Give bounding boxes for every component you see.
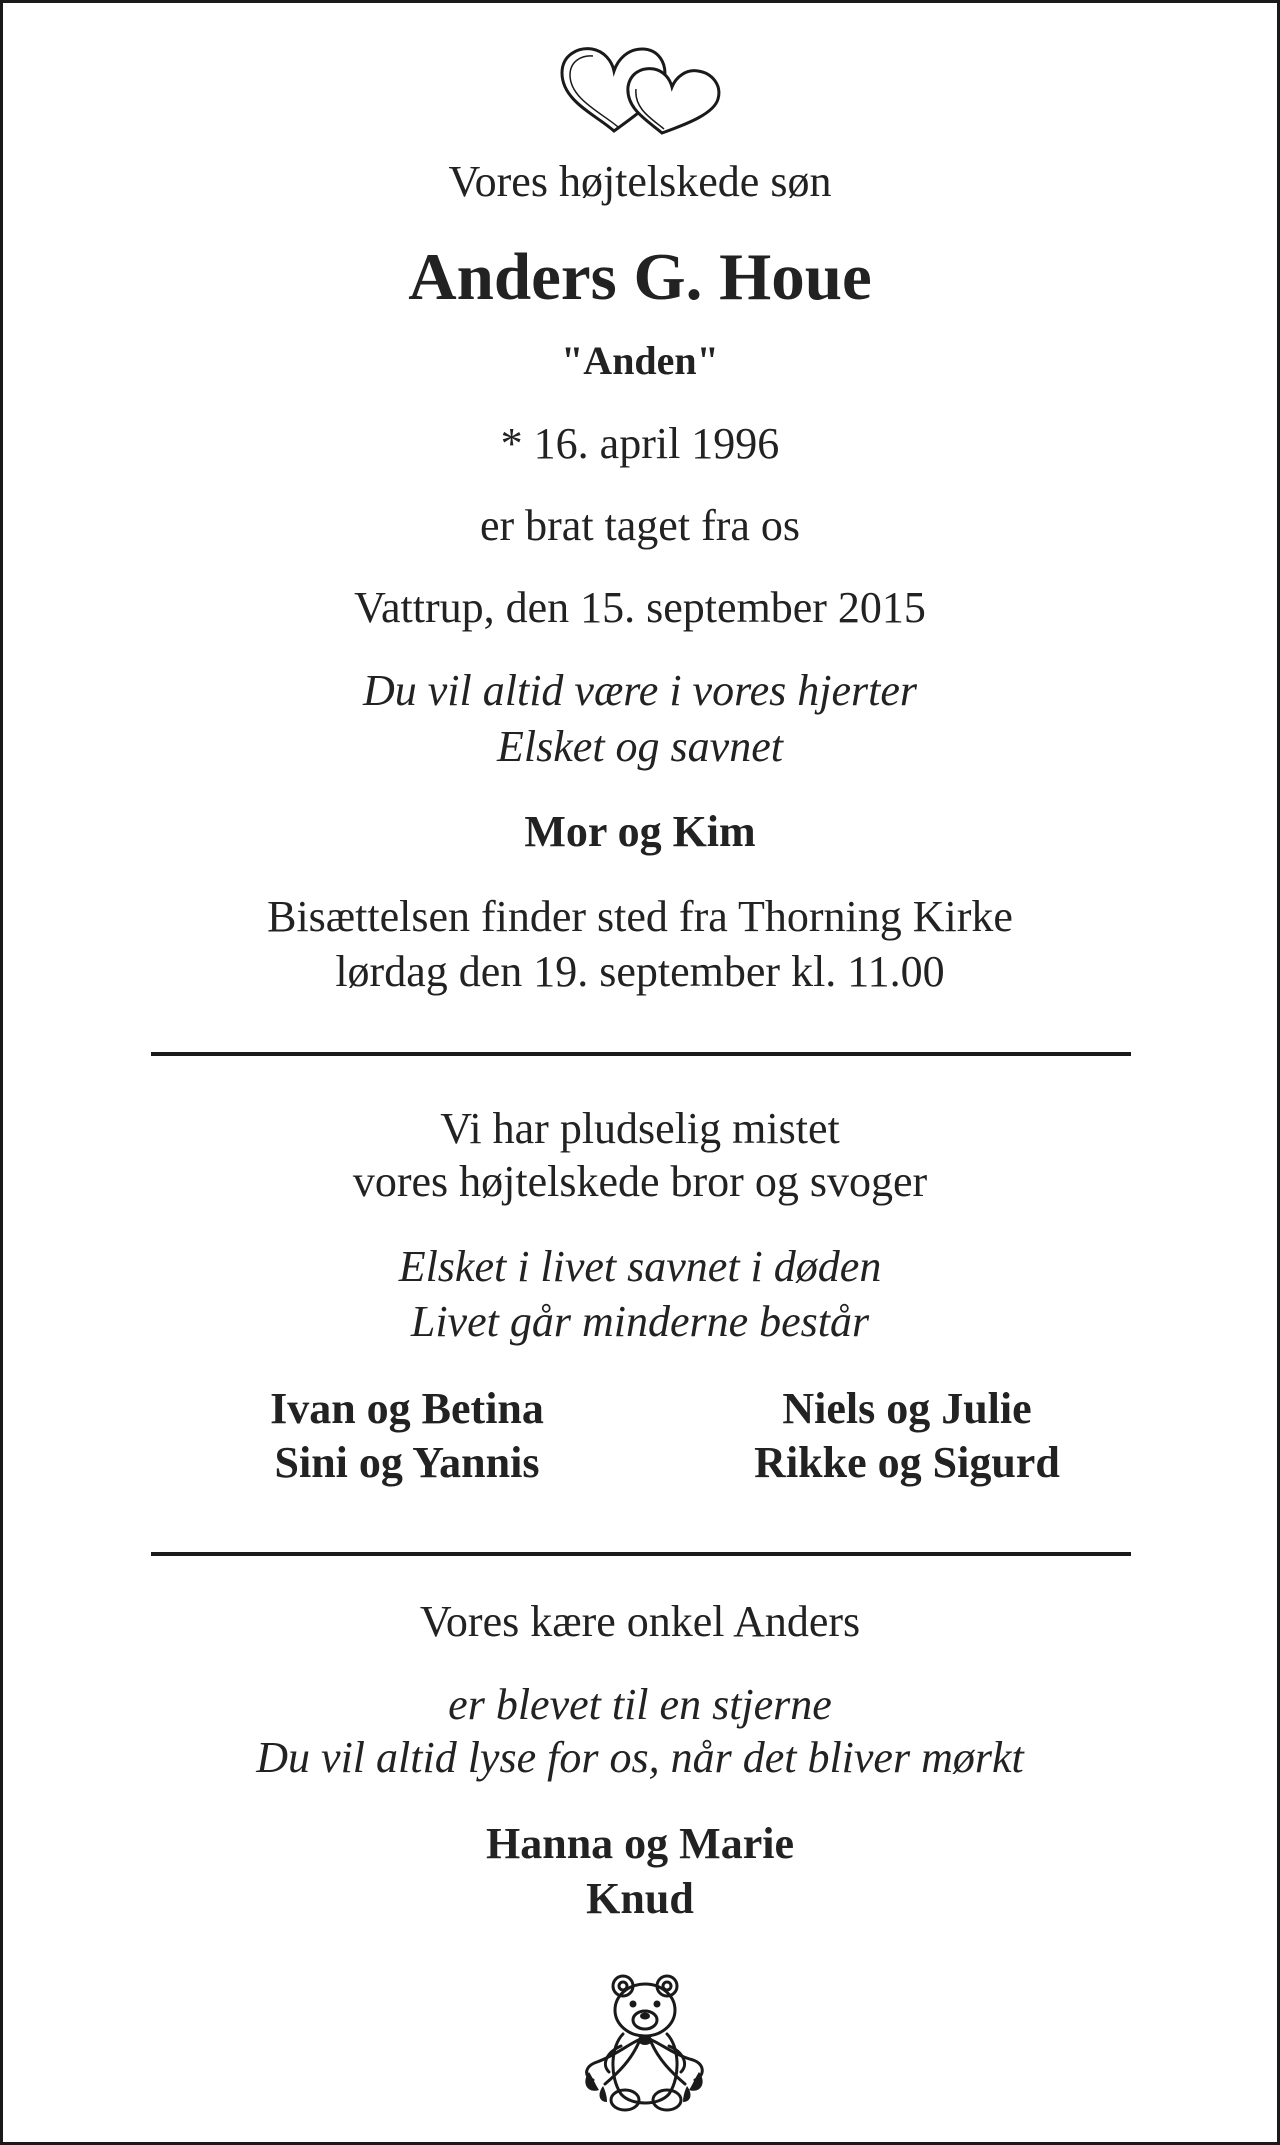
niece-verse-2: Du vil altid lyse for os, når det bliver mørkt: [256, 1733, 1024, 1782]
verse-line-1: Du vil altid være i vores hjerter: [363, 666, 917, 715]
funeral-line-2: lørdag den 19. september kl. 11.00: [335, 947, 945, 996]
funeral-line-1: Bisættelsen finder sted fra Thorning Kirke: [267, 892, 1013, 941]
taken-text: er brat taget fra os: [479, 501, 801, 550]
sibling-intro-2: vores højtelskede bror og svoger: [352, 1157, 928, 1206]
hearts-icon: [556, 43, 728, 139]
divider-1: [151, 1052, 1131, 1056]
signature: Mor og Kim: [524, 807, 756, 856]
verse-line-2: Elsket og savnet: [497, 722, 783, 771]
place-date: Vattrup, den 15. september 2015: [354, 583, 926, 632]
nickname: "Anden": [561, 338, 719, 383]
sibling-intro-1: Vi har pludselig mistet: [440, 1104, 840, 1153]
teddy-bear-icon: [575, 1968, 711, 2116]
birth-date: * 16. april 1996: [500, 419, 780, 468]
sibling-name-left-2: Sini og Yannis: [274, 1438, 540, 1487]
niece-intro: Vores kære onkel Anders: [419, 1597, 861, 1646]
niece-verse-1: er blevet til en stjerne: [448, 1680, 832, 1729]
sibling-verse-1: Elsket i livet savnet i døden: [398, 1242, 882, 1291]
sibling-name-right-2: Rikke og Sigurd: [754, 1438, 1060, 1487]
deceased-name: Anders G. Houe: [408, 240, 872, 314]
sibling-verse-2: Livet går minderne består: [410, 1297, 870, 1346]
sibling-name-left-1: Ivan og Betina: [270, 1384, 544, 1433]
divider-2: [151, 1552, 1131, 1556]
intro-text: Vores højtelskede søn: [448, 157, 832, 206]
sibling-name-right-1: Niels og Julie: [782, 1384, 1032, 1433]
niece-signature-1: Hanna og Marie: [486, 1819, 794, 1868]
niece-signature-2: Knud: [586, 1874, 694, 1923]
